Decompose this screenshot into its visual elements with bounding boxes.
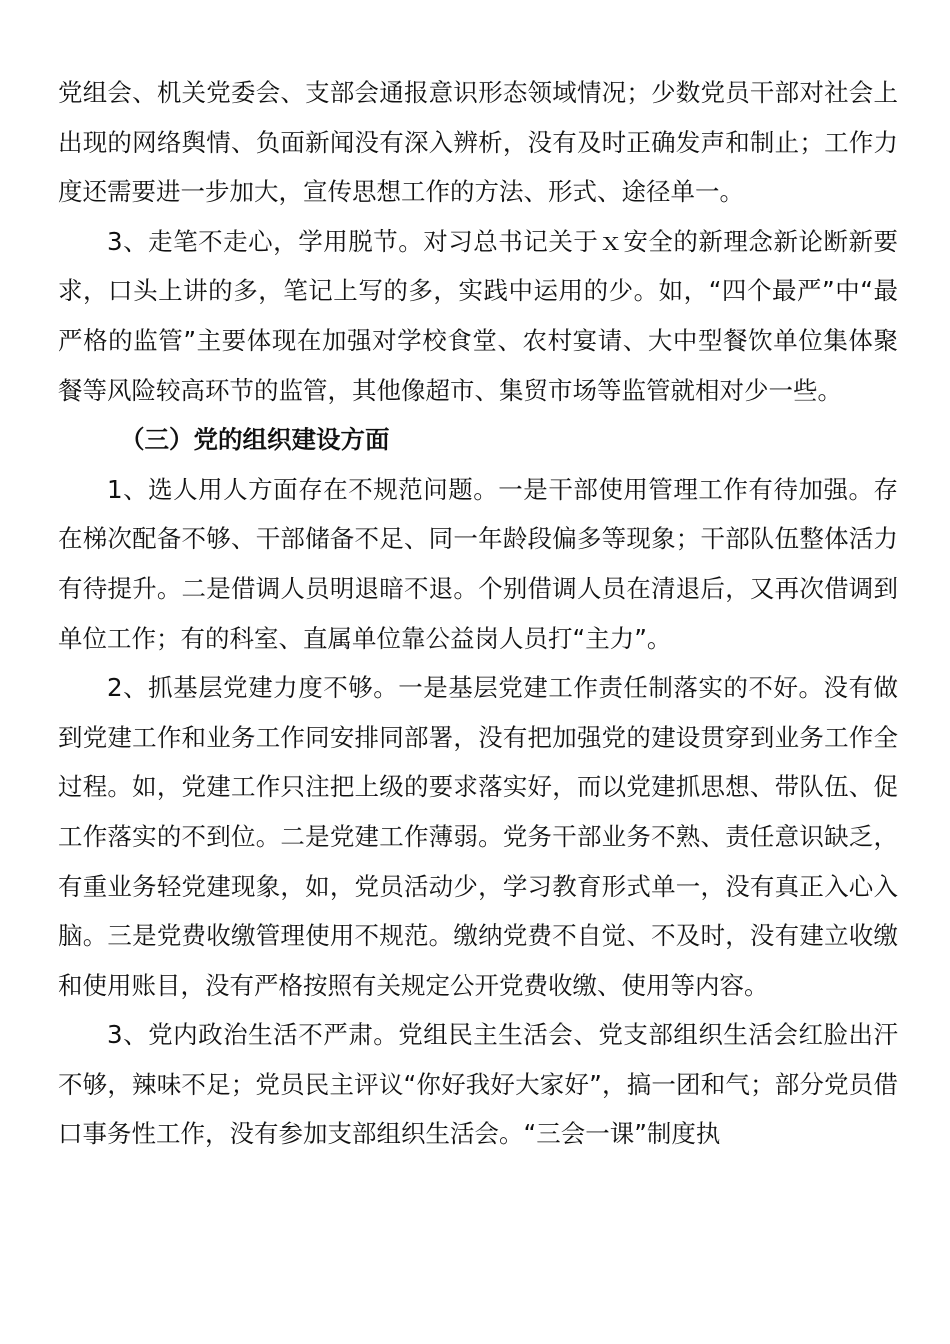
paragraph-item-1-personnel: 1、选人用人方面存在不规范问题。一是干部使用管理工作有待加强。存在梯次配备不够、干部储备不足、同一年龄段偏多等现象；干部队伍整体活力有待提升。二是借调人员明退暗不退。个别借调人员在清退后，又再次借调到单位工作；有的科室、直属单位靠公益岗人员打“主力”。 [58, 474, 898, 653]
paragraph-item-3-study: 3、走笔不走心，学用脱节。对习总书记关于ｘ安全的新理念新论断新要求，口头上讲的多，笔记上写的多，实践中运用的少。如，“四个最严”中“最严格的监管”主要体现在加强对学校食堂、农村宴请、大中型餐饮单位集体聚餐等风险较高环节的监管，其他像超市、集贸市场等监管就相对少一些。 [58, 226, 898, 405]
section-heading-organization: （三）党的组织建设方面 [120, 425, 390, 455]
paragraph-continuation: 党组会、机关党委会、支部会通报意识形态领域情况；少数党员干部对社会上出现的网络舆情、负面新闻没有深入辨析，没有及时正确发声和制止；工作力度还需要进一步加大，宣传思想工作的方法、形式、途径单一。 [58, 78, 898, 207]
document-page [58, 68, 898, 1159]
paragraph-item-2-grassroots: 2、抓基层党建力度不够。一是基层党建工作责任制落实的不好。没有做到党建工作和业务工作同安排同部署，没有把加强党的建设贯穿到业务工作全过程。如，党建工作只注把上级的要求落实好，而以党建抓思想、带队伍、促工作落实的不到位。二是党建工作薄弱。党务干部业务不熟、责任意识缺乏，有重业务轻党建现象，如，党员活动少，学习教育形式单一，没有真正入心入脑。三是党费收缴管理使用不规范。缴纳党费不自觉、不及时，没有建立收缴和使用账目，没有严格按照有关规定公开党费收缴、使用等内容。 [58, 673, 898, 1000]
paragraph-item-3-political-life: 3、党内政治生活不严肃。党组民主生活会、党支部组织生活会红脸出汗不够，辣味不足；党员民主评议“你好我好大家好”，搞一团和气；部分党员借口事务性工作，没有参加支部组织生活会。“三会一课”制度执 [58, 1020, 898, 1149]
